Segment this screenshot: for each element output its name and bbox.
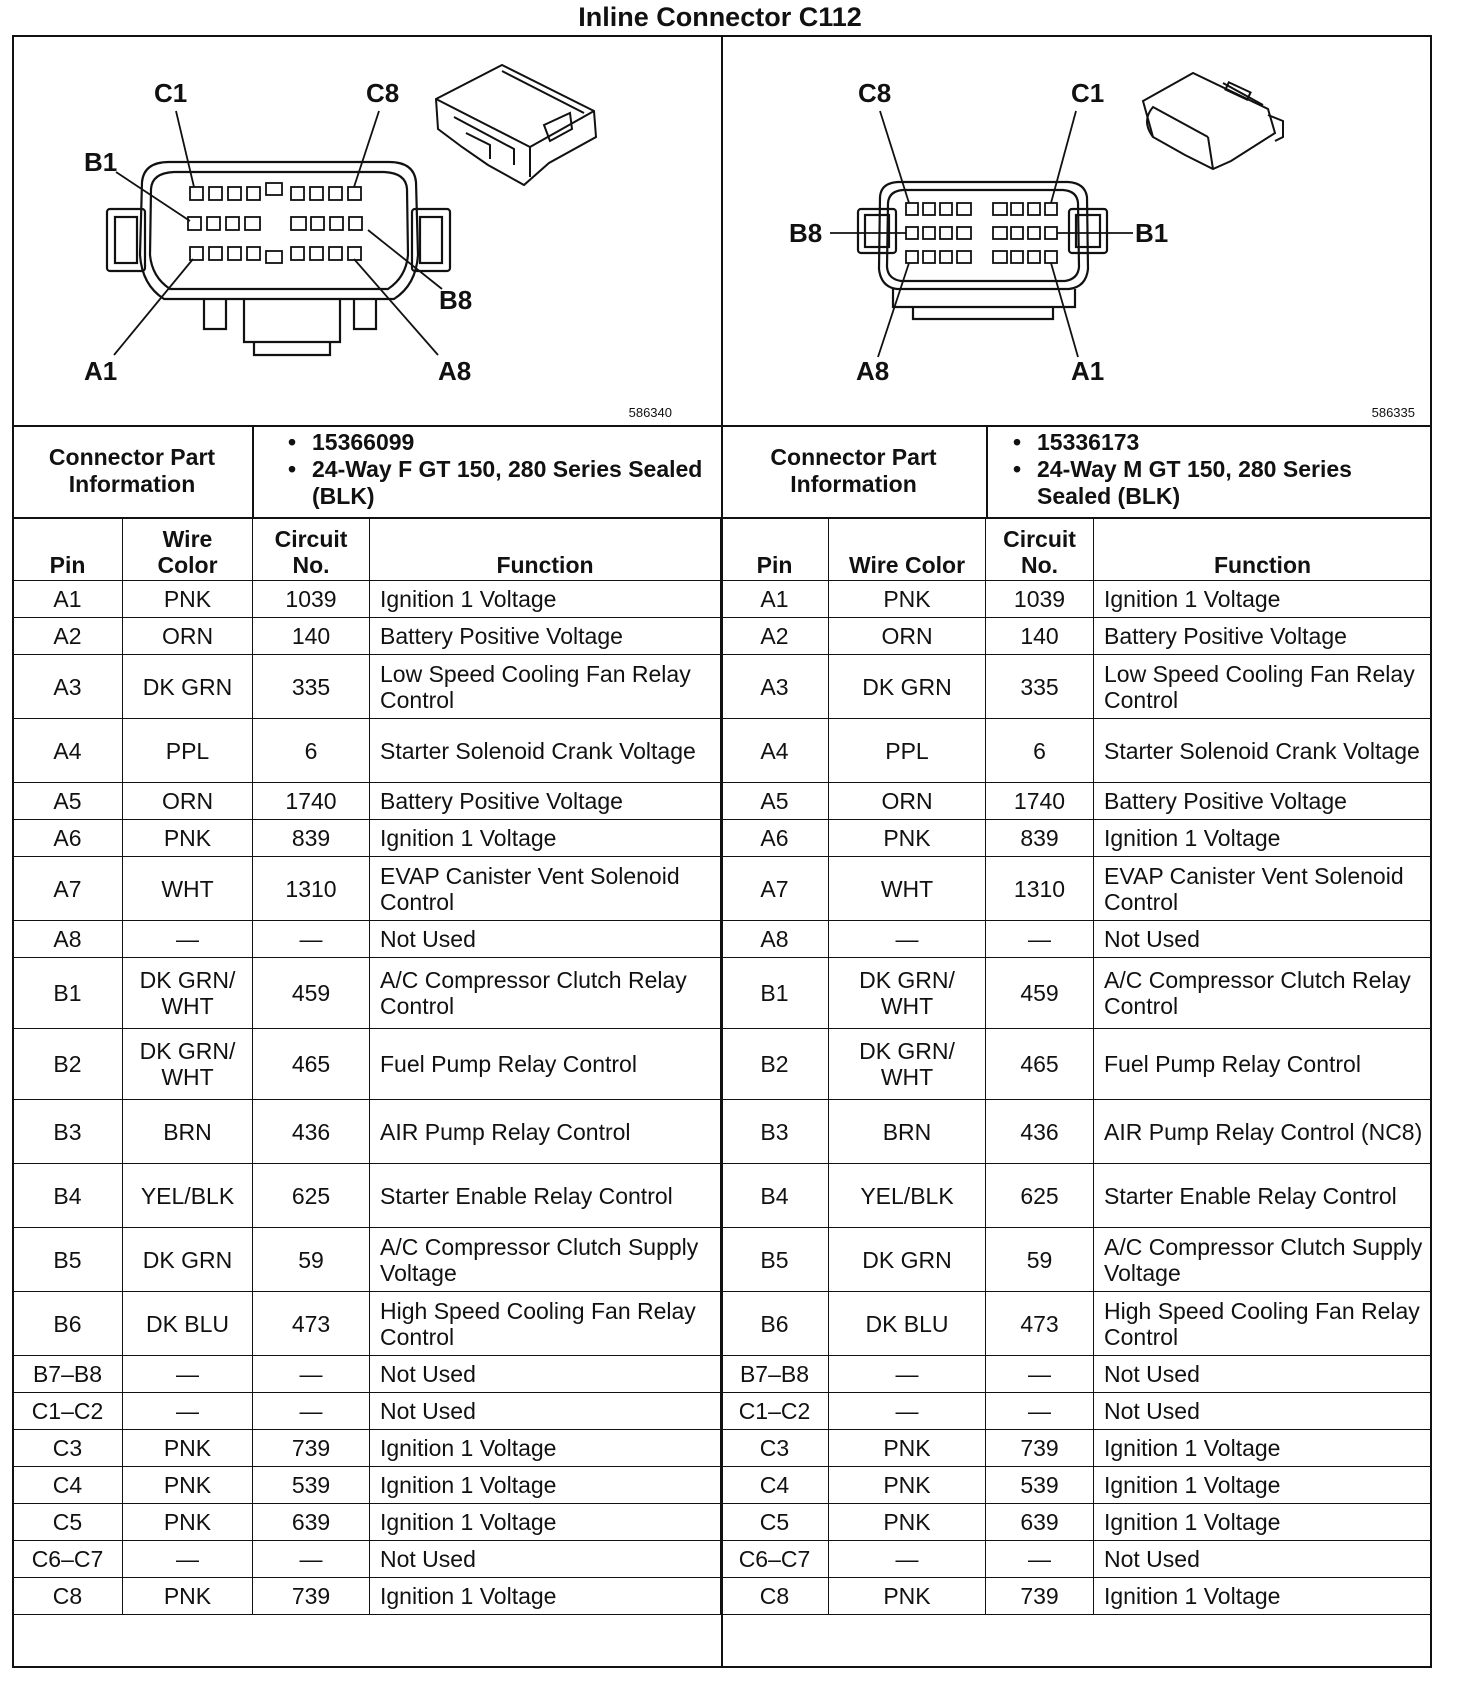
function-cell: Not Used <box>1094 1356 1432 1393</box>
wire-color-cell: — <box>123 921 253 958</box>
function-cell: Fuel Pump Relay Control <box>370 1029 721 1100</box>
function-cell: Low Speed Cooling Fan Relay Control <box>1094 655 1432 719</box>
function-cell: Starter Solenoid Crank Voltage <box>370 719 721 783</box>
header-wire-color: Wire Color <box>123 519 253 581</box>
circuit-cell: 625 <box>253 1164 370 1228</box>
part-description: • 24-Way F GT 150, 280 Series Sealed (BLK) <box>286 456 706 510</box>
table-row <box>13 618 721 655</box>
circuit-cell: 335 <box>253 655 370 719</box>
pin-cell: A2 <box>13 618 123 655</box>
function-cell: Ignition 1 Voltage <box>1094 581 1432 618</box>
function-cell: A/C Compressor Clutch Supply Voltage <box>370 1228 721 1292</box>
label-a8: A8 <box>438 356 472 386</box>
table-row <box>721 1029 1432 1100</box>
wire-color-cell: PNK <box>829 820 986 857</box>
wire-color-cell: — <box>829 921 986 958</box>
table-row <box>721 1578 1432 1615</box>
wire-color-cell: — <box>123 1393 253 1430</box>
circuit-cell: 639 <box>986 1504 1094 1541</box>
part-number: • 15366099 <box>286 429 706 456</box>
wire-color-cell: WHT <box>829 857 986 921</box>
label-b1: B1 <box>1135 218 1169 248</box>
label-a1: A1 <box>84 356 118 386</box>
pin-cell: A7 <box>13 857 123 921</box>
header-function: Function <box>1094 519 1432 581</box>
pin-cell: C5 <box>13 1504 123 1541</box>
circuit-cell: — <box>986 921 1094 958</box>
header-circuit-no: Circuit No. <box>253 519 370 581</box>
circuit-cell: 59 <box>253 1228 370 1292</box>
circuit-cell: 473 <box>253 1292 370 1356</box>
wire-color-cell: — <box>123 1356 253 1393</box>
function-cell: Not Used <box>370 1541 721 1578</box>
circuit-cell: 59 <box>986 1228 1094 1292</box>
pin-cell: A2 <box>721 618 829 655</box>
circuit-cell: — <box>253 1541 370 1578</box>
circuit-cell: 1740 <box>986 783 1094 820</box>
circuit-cell: 625 <box>986 1164 1094 1228</box>
table-row <box>13 1541 721 1578</box>
function-cell: Not Used <box>1094 1541 1432 1578</box>
function-cell: AIR Pump Relay Control (NC8) <box>1094 1100 1432 1164</box>
function-cell: Battery Positive Voltage <box>1094 783 1432 820</box>
header-pin: Pin <box>721 519 829 581</box>
table-row <box>13 1164 721 1228</box>
label-b8: B8 <box>439 285 473 315</box>
wire-color-cell: ORN <box>123 618 253 655</box>
circuit-cell: 539 <box>253 1467 370 1504</box>
table-row <box>721 783 1432 820</box>
table-row <box>13 1578 721 1615</box>
pin-cell: B6 <box>13 1292 123 1356</box>
function-cell: Not Used <box>1094 921 1432 958</box>
part-info-label: Connector Part Information <box>770 444 937 497</box>
circuit-cell: 140 <box>253 618 370 655</box>
pin-cell: C8 <box>13 1578 123 1615</box>
pin-cell: C5 <box>721 1504 829 1541</box>
pin-cell: C4 <box>721 1467 829 1504</box>
circuit-cell: 839 <box>253 820 370 857</box>
pin-cell: B1 <box>13 958 123 1029</box>
circuit-cell: 639 <box>253 1504 370 1541</box>
wire-color-cell: YEL/BLK <box>829 1164 986 1228</box>
table-row <box>721 857 1432 921</box>
function-cell: A/C Compressor Clutch Relay Control <box>370 958 721 1029</box>
table-row <box>13 1430 721 1467</box>
circuit-cell: 739 <box>986 1430 1094 1467</box>
table-row <box>13 857 721 921</box>
pin-cell: B4 <box>721 1164 829 1228</box>
wire-color-cell: PNK <box>829 1467 986 1504</box>
pin-cell: C1–C2 <box>721 1393 829 1430</box>
function-cell: Ignition 1 Voltage <box>370 1504 721 1541</box>
label-c8: C8 <box>366 78 400 108</box>
left-pinout-table <box>12 518 721 1615</box>
circuit-cell: — <box>253 921 370 958</box>
circuit-cell: 6 <box>986 719 1094 783</box>
right-pinout-table <box>720 518 1432 1615</box>
pin-cell: A3 <box>721 655 829 719</box>
circuit-cell: 465 <box>253 1029 370 1100</box>
wire-color-cell: ORN <box>123 783 253 820</box>
function-cell: Starter Enable Relay Control <box>1094 1164 1432 1228</box>
function-cell: Not Used <box>1094 1393 1432 1430</box>
function-cell: Ignition 1 Voltage <box>370 581 721 618</box>
wire-color-cell: DK GRN/ WHT <box>123 958 253 1029</box>
wire-color-cell: PNK <box>123 1430 253 1467</box>
table-row <box>721 1541 1432 1578</box>
wire-color-cell: ORN <box>829 783 986 820</box>
wire-color-cell: PNK <box>123 1578 253 1615</box>
wire-color-cell: DK BLU <box>123 1292 253 1356</box>
function-cell: High Speed Cooling Fan Relay Control <box>370 1292 721 1356</box>
part-description: • 24-Way M GT 150, 280 Series Sealed (BLK) <box>1011 456 1421 510</box>
pin-cell: A1 <box>721 581 829 618</box>
circuit-cell: 335 <box>986 655 1094 719</box>
function-cell: EVAP Canister Vent Solenoid Control <box>370 857 721 921</box>
table-row <box>721 618 1432 655</box>
pin-cell: C6–C7 <box>721 1541 829 1578</box>
wire-color-cell: PNK <box>829 1430 986 1467</box>
pin-cell: C8 <box>721 1578 829 1615</box>
circuit-cell: — <box>986 1541 1094 1578</box>
part-info-list <box>1011 429 1421 510</box>
circuit-cell: 436 <box>986 1100 1094 1164</box>
function-cell: Starter Enable Relay Control <box>370 1164 721 1228</box>
pin-cell: A4 <box>13 719 123 783</box>
pin-cell: A5 <box>721 783 829 820</box>
table-row <box>13 820 721 857</box>
function-cell: Not Used <box>370 1356 721 1393</box>
female-connector-diagram <box>14 37 720 425</box>
function-cell: Fuel Pump Relay Control <box>1094 1029 1432 1100</box>
function-cell: Ignition 1 Voltage <box>1094 1467 1432 1504</box>
table-row <box>721 1164 1432 1228</box>
pin-cell: B6 <box>721 1292 829 1356</box>
table-row <box>721 921 1432 958</box>
circuit-cell: 1310 <box>986 857 1094 921</box>
circuit-cell: — <box>253 1356 370 1393</box>
part-info-label: Connector Part Information <box>48 444 216 497</box>
circuit-cell: — <box>986 1356 1094 1393</box>
wire-color-cell: DK GRN/ WHT <box>829 958 986 1029</box>
figure-id: 586335 <box>1371 405 1415 420</box>
wire-color-cell: YEL/BLK <box>123 1164 253 1228</box>
wire-color-cell: — <box>829 1393 986 1430</box>
function-cell: Battery Positive Voltage <box>370 783 721 820</box>
table-row <box>13 1292 721 1356</box>
circuit-cell: — <box>253 1393 370 1430</box>
wire-color-cell: PNK <box>829 1578 986 1615</box>
wire-color-cell: DK GRN/ WHT <box>123 1029 253 1100</box>
pin-cell: C6–C7 <box>13 1541 123 1578</box>
table-row <box>13 1504 721 1541</box>
pin-cell: B1 <box>721 958 829 1029</box>
pin-cell: C1–C2 <box>13 1393 123 1430</box>
table-row <box>13 1356 721 1393</box>
function-cell: Ignition 1 Voltage <box>370 1578 721 1615</box>
function-cell: EVAP Canister Vent Solenoid Control <box>1094 857 1432 921</box>
circuit-cell: 739 <box>253 1430 370 1467</box>
table-row <box>13 1100 721 1164</box>
wire-color-cell: DK GRN <box>123 1228 253 1292</box>
male-connector-diagram <box>723 37 1432 425</box>
table-row <box>721 655 1432 719</box>
wire-color-cell: WHT <box>123 857 253 921</box>
table-row <box>721 820 1432 857</box>
table-row <box>13 1228 721 1292</box>
circuit-cell: 465 <box>986 1029 1094 1100</box>
circuit-cell: 473 <box>986 1292 1094 1356</box>
wire-color-cell: PNK <box>123 820 253 857</box>
wire-color-cell: — <box>123 1541 253 1578</box>
wire-color-cell: PPL <box>829 719 986 783</box>
header-pin: Pin <box>13 519 123 581</box>
table-row <box>721 1228 1432 1292</box>
function-cell: Not Used <box>370 1393 721 1430</box>
circuit-cell: 839 <box>986 820 1094 857</box>
wire-color-cell: DK GRN <box>829 1228 986 1292</box>
wire-color-cell: BRN <box>123 1100 253 1164</box>
circuit-cell: 739 <box>253 1578 370 1615</box>
circuit-cell: 436 <box>253 1100 370 1164</box>
wire-color-cell: DK GRN <box>123 655 253 719</box>
wire-color-cell: PNK <box>829 1504 986 1541</box>
pin-cell: B7–B8 <box>721 1356 829 1393</box>
pin-cell: A8 <box>721 921 829 958</box>
pin-cell: A8 <box>13 921 123 958</box>
table-row <box>721 1356 1432 1393</box>
circuit-cell: 739 <box>986 1578 1094 1615</box>
table-row <box>721 1467 1432 1504</box>
wire-color-cell: — <box>829 1356 986 1393</box>
function-cell: Battery Positive Voltage <box>370 618 721 655</box>
label-a1: A1 <box>1071 356 1105 386</box>
pin-cell: B5 <box>13 1228 123 1292</box>
function-cell: Ignition 1 Voltage <box>1094 1578 1432 1615</box>
circuit-cell: 1740 <box>253 783 370 820</box>
function-cell: Ignition 1 Voltage <box>1094 820 1432 857</box>
table-row <box>721 581 1432 618</box>
circuit-cell: 539 <box>986 1467 1094 1504</box>
label-b1: B1 <box>84 147 118 177</box>
table-row <box>13 1393 721 1430</box>
table-row <box>13 1467 721 1504</box>
wire-color-cell: BRN <box>829 1100 986 1164</box>
function-cell: Battery Positive Voltage <box>1094 618 1432 655</box>
circuit-cell: 459 <box>986 958 1094 1029</box>
function-cell: High Speed Cooling Fan Relay Control <box>1094 1292 1432 1356</box>
table-row <box>721 958 1432 1029</box>
table-row <box>13 783 721 820</box>
header-circuit-no: Circuit No. <box>986 519 1094 581</box>
pin-cell: C3 <box>13 1430 123 1467</box>
table-row <box>721 719 1432 783</box>
function-cell: Ignition 1 Voltage <box>370 1430 721 1467</box>
wire-color-cell: PNK <box>123 1504 253 1541</box>
function-cell: AIR Pump Relay Control <box>370 1100 721 1164</box>
pin-cell: A6 <box>13 820 123 857</box>
table-row <box>721 1292 1432 1356</box>
right-part-info <box>721 425 1432 517</box>
wire-color-cell: PNK <box>123 581 253 618</box>
circuit-cell: — <box>986 1393 1094 1430</box>
pin-cell: B3 <box>13 1100 123 1164</box>
table-row <box>721 1504 1432 1541</box>
wire-color-cell: — <box>829 1541 986 1578</box>
pin-cell: A3 <box>13 655 123 719</box>
pin-cell: A7 <box>721 857 829 921</box>
circuit-cell: 6 <box>253 719 370 783</box>
label-c8: C8 <box>858 78 892 108</box>
function-cell: Ignition 1 Voltage <box>1094 1430 1432 1467</box>
label-c1: C1 <box>1071 78 1105 108</box>
label-c1: C1 <box>154 78 188 108</box>
wire-color-cell: PNK <box>829 581 986 618</box>
table-row <box>13 921 721 958</box>
pin-cell: B5 <box>721 1228 829 1292</box>
function-cell: Not Used <box>370 921 721 958</box>
table-row <box>13 1029 721 1100</box>
page-title: Inline Connector C112 <box>578 2 862 32</box>
pin-cell: B2 <box>13 1029 123 1100</box>
wire-color-cell: PNK <box>123 1467 253 1504</box>
wire-color-cell: DK GRN/ WHT <box>829 1029 986 1100</box>
wire-color-cell: DK BLU <box>829 1292 986 1356</box>
label-b8: B8 <box>789 218 823 248</box>
function-cell: A/C Compressor Clutch Supply Voltage <box>1094 1228 1432 1292</box>
pin-cell: C3 <box>721 1430 829 1467</box>
figure-id: 586340 <box>628 405 672 420</box>
header-function: Function <box>370 519 721 581</box>
wire-color-cell: PPL <box>123 719 253 783</box>
function-cell: Ignition 1 Voltage <box>370 1467 721 1504</box>
circuit-cell: 1310 <box>253 857 370 921</box>
pin-cell: B4 <box>13 1164 123 1228</box>
table-row <box>721 1100 1432 1164</box>
pin-cell: B2 <box>721 1029 829 1100</box>
function-cell: Ignition 1 Voltage <box>370 820 721 857</box>
pin-cell: A5 <box>13 783 123 820</box>
circuit-cell: 140 <box>986 618 1094 655</box>
function-cell: A/C Compressor Clutch Relay Control <box>1094 958 1432 1029</box>
wire-color-cell: DK GRN <box>829 655 986 719</box>
header-wire-color: Wire Color <box>829 519 986 581</box>
function-cell: Low Speed Cooling Fan Relay Control <box>370 655 721 719</box>
table-row <box>13 958 721 1029</box>
circuit-cell: 1039 <box>253 581 370 618</box>
label-a8: A8 <box>856 356 890 386</box>
table-row <box>13 655 721 719</box>
table-row <box>721 1393 1432 1430</box>
circuit-cell: 459 <box>253 958 370 1029</box>
pin-cell: A4 <box>721 719 829 783</box>
function-cell: Ignition 1 Voltage <box>1094 1504 1432 1541</box>
pin-cell: A1 <box>13 581 123 618</box>
left-part-info <box>12 425 721 517</box>
table-row <box>721 1430 1432 1467</box>
part-number: • 15336173 <box>1011 429 1421 456</box>
pin-cell: B7–B8 <box>13 1356 123 1393</box>
part-info-list <box>286 429 706 510</box>
wire-color-cell: ORN <box>829 618 986 655</box>
pin-cell: A6 <box>721 820 829 857</box>
function-cell: Starter Solenoid Crank Voltage <box>1094 719 1432 783</box>
pin-cell: C4 <box>13 1467 123 1504</box>
table-row <box>13 719 721 783</box>
circuit-cell: 1039 <box>986 581 1094 618</box>
pin-cell: B3 <box>721 1100 829 1164</box>
table-row <box>13 581 721 618</box>
